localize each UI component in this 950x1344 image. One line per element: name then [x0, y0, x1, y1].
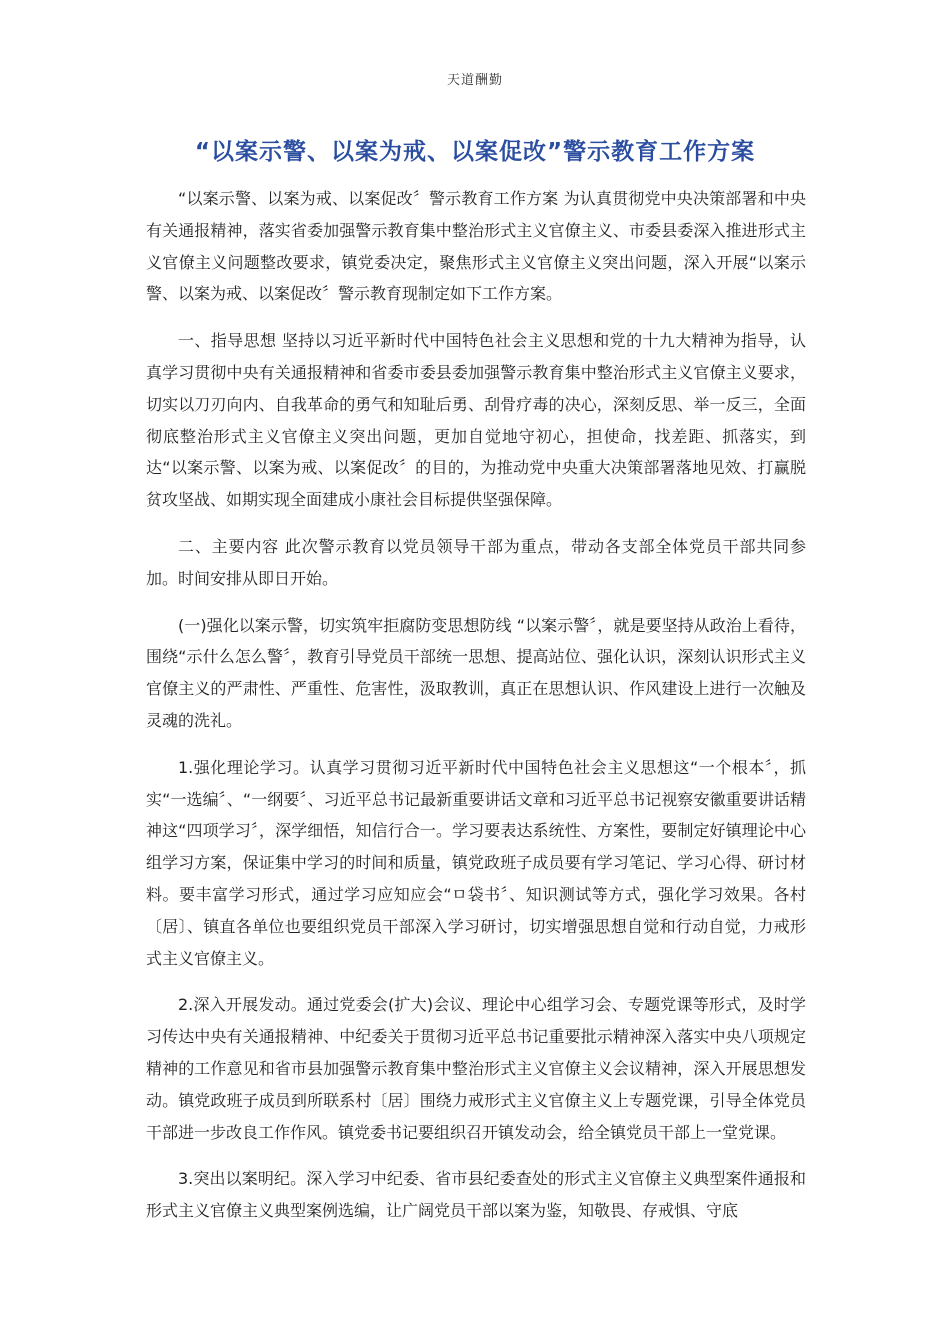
guiding-ideology-paragraph: 一、指导思想 坚持以习近平新时代中国特色社会主义思想和党的十九大精神为指导，认真学习贯彻中央有关通报精神和省委市委县委加强警示教育集中整治形式主义官僚主义要求，切实以刀刃向内、自我革命的勇气和知耻后勇、刮骨疗毒的决心，深刻反思、举一反三，全面彻底整治形式主义官僚主义突出问题，更加自觉地守初心，担使命，找差距、抓落实，到达“以案示警、以案为戒、以案促改〞的目的，为推动党中央重大决策部署落地见效、打赢脱贫攻坚战、如期实现全面建成小康社会目标提供坚强保障。	[146, 331, 806, 510]
item-1-paragraph: 1.强化理论学习。认真学习贯彻习近平新时代中国特色社会主义思想这“一个根本〞，抓实“一选编〞、“一纲要〞、习近平总书记最新重要讲话文章和习近平总书记视察安徽重要讲话精神这“四项学习〞，深学细悟，知信行合一。学习要表达系统性、方案性，要制定好镇理论中心组学习方案，保证集中学习的时间和质量，镇党政班子成员要有学习笔记、学习心得、研讨材料。要丰富学习形式，通过学习应知应会“ㅁ袋书〞、知识测试等方式，强化学习效果。各村〔居〕、镇直各单位也要组织党员干部深入学习研讨，切实增强思想自觉和行动自觉，力戒形式主义官僚主义。	[146, 757, 806, 968]
section-one-paragraph: (一)强化以案示警，切实筑牢拒腐防变思想防线 “以案示警〞，就是要坚持从政治上看待，围绕“示什么怎么警〞，教育引导党员干部统一思想、提高站位、强化认识，深刻认识形式主义官僚主义的严肃性、严重性、危害性，汲取教训，真正在思想认识、作风建设上进行一次触及灵魂的洗礼。	[146, 615, 806, 730]
document-body	[146, 183, 806, 1242]
document-title: “以案示警、以案为戒、以案促改”警示教育工作方案	[194, 139, 756, 165]
item-3-paragraph: 3.突出以案明纪。深入学习中纪委、省市县纪委查处的形式主义官僚主义典型案件通报和形式主义官僚主义典型案例选编，让广阔党员干部以案为鉴，知敬畏、存戒惧、守底	[146, 1169, 806, 1221]
header-note: 天道酬勤	[446, 73, 503, 88]
main-content-paragraph: 二、主要内容 此次警示教育以党员领导干部为重点，带动各支部全体党员干部共同参加。时间安排从即日开始。	[146, 536, 806, 588]
item-2-paragraph: 2.深入开展发动。通过党委会(扩大)会议、理论中心组学习会、专题党课等形式，及时学习传达中央有关通报精神、中纪委关于贯彻习近平总书记重要批示精神深入落实中央八项规定精神的工作意见和省市县加强警示教育集中整治形式主义官僚主义会议精神，深入开展思想发动。镇党政班子成员到所联系村〔居〕围绕力戒形式主义官僚主义上专题党课，引导全体党员干部进一步改良工作作风。镇党委书记要组织召开镇发动会，给全镇党员干部上一堂党课。	[146, 995, 806, 1142]
intro-paragraph: “以案示警、以案为戒、以案促改〞警示教育工作方案 为认真贯彻党中央决策部署和中央有关通报精神，落实省委加强警示教育集中整治形式主义官僚主义、市委县委深入推进形式主义官僚主义问题整改要求，镇党委决定，聚焦形式主义官僚主义突出问题，深入开展“以案示警、以案为戒、以案促改〞警示教育现制定如下工作方案。	[146, 189, 806, 304]
